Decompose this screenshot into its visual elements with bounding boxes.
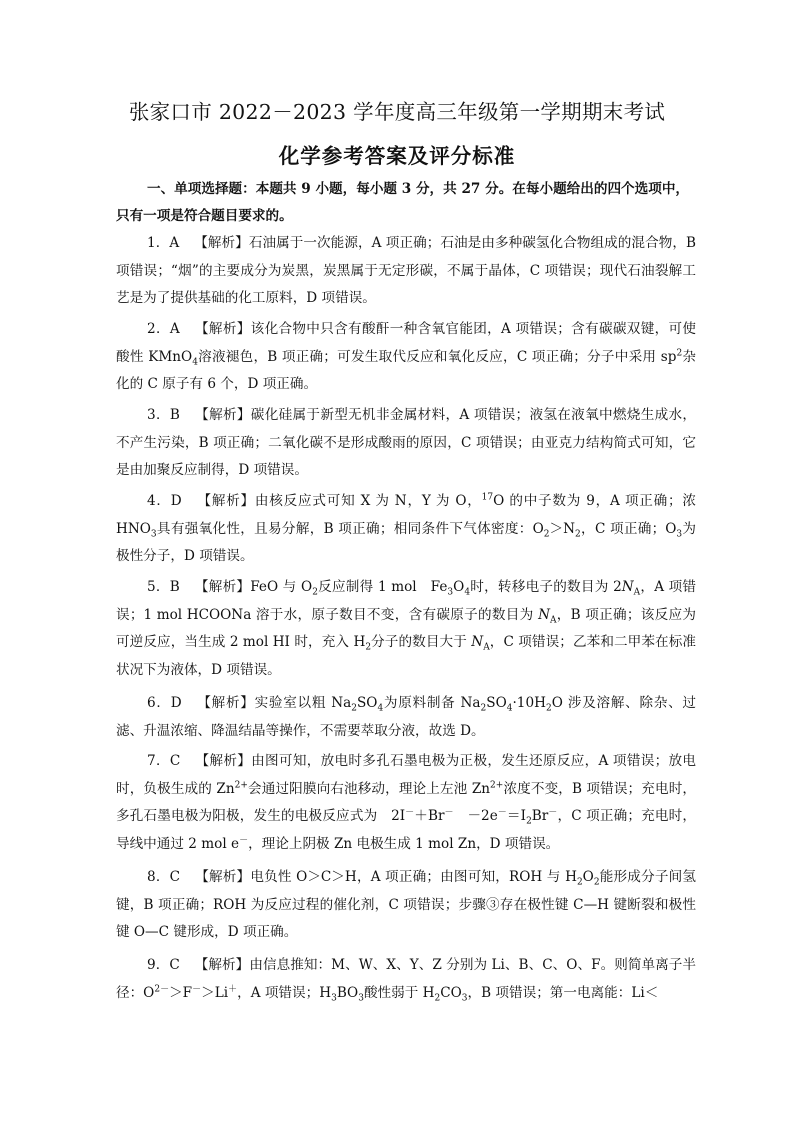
subscript: 3 bbox=[461, 993, 468, 1004]
answer-text: 浓度不变，B 项错误；充电时，多孔石墨电极为阳极，发生的电极反应式为 2I bbox=[116, 780, 696, 825]
answer-text: 溶液褪色，B 项正确；可发生取代反应和氧化反应，C 项正确；分子中采用 sp bbox=[197, 348, 677, 365]
answer-item bbox=[116, 316, 696, 399]
answer-text: 电负性 O＞C＞H，A 项正确；由图可知，ROH 与 H bbox=[250, 869, 577, 885]
answer-text: ，A 项错误；1 mol HCOONa 溶于水，原子数目不变，含有碳原子的数目为 bbox=[116, 579, 696, 623]
analysis-tag: 【解析】 bbox=[196, 493, 255, 509]
answer-text: 由核反应式可知 X 为 N，Y 为 O， bbox=[254, 493, 482, 509]
answer-item bbox=[116, 230, 696, 313]
answer-text: ＞N bbox=[549, 520, 576, 537]
subscript: A bbox=[633, 587, 641, 598]
superscript: － bbox=[239, 835, 249, 846]
answer-text: SO bbox=[356, 695, 378, 711]
subscript: 4 bbox=[506, 703, 513, 714]
answer-item bbox=[116, 574, 696, 684]
subscript: 2 bbox=[351, 703, 357, 714]
subscript: 3 bbox=[676, 529, 683, 540]
answer-number: 7．C bbox=[147, 753, 181, 769]
answer-item bbox=[116, 690, 696, 745]
answer-text: ＝I bbox=[506, 808, 527, 825]
subscript: 2 bbox=[545, 703, 552, 714]
answer-text: ·10H bbox=[512, 695, 546, 711]
superscript: 2－ bbox=[154, 984, 170, 995]
answer-text: ，C 项正确；充电时，导线中通过 2 mol e bbox=[116, 808, 696, 852]
answer-item bbox=[116, 488, 696, 571]
avogadro-symbol: N bbox=[471, 634, 484, 651]
answer-text: O bbox=[453, 579, 465, 595]
superscript: － bbox=[405, 807, 415, 818]
answer-item bbox=[116, 864, 696, 947]
answer-text: O 涉及溶解、除杂、过滤、升温浓缩、降温结晶等操作，不需要萃取分液，故选 D。 bbox=[116, 695, 697, 739]
subscript: 2 bbox=[576, 877, 583, 888]
answer-number: 9．C bbox=[147, 957, 180, 973]
superscript: － bbox=[444, 807, 454, 818]
answer-text: 分子的数目大于 bbox=[371, 634, 472, 651]
answer-text: 酸性弱于 H bbox=[363, 984, 435, 1001]
subscript: 3 bbox=[447, 587, 454, 598]
analysis-tag: 【解析】 bbox=[194, 957, 250, 973]
section-heading: 一、单项选择题：本题共 9 小题，每小题 3 分，共 27 分。在每小题给出的四个选项中，只有一项是符合题目要求的。 bbox=[116, 181, 690, 225]
answer-text: ＞Li bbox=[201, 984, 229, 1001]
analysis-tag: 【解析】 bbox=[195, 869, 251, 885]
analysis-tag: 【解析】 bbox=[194, 407, 251, 423]
answer-text: 石油属于一次能源，A 项正确；石油是由多种碳氢化合物组成的混合物，B 项错误；“烟”的主要成分为炭黑，炭黑属于无定形碳，不属于晶体，C 项错误；现代石油裂解工艺是为了提供基础的化工原料，D 项错误。 bbox=[116, 235, 696, 307]
subscript: 3 bbox=[358, 993, 364, 1004]
subscript: 2 bbox=[593, 877, 600, 888]
subscript: 4 bbox=[464, 587, 471, 598]
superscript: 2+ bbox=[234, 780, 248, 791]
answer-text: 时，转移电子的数目为 2 bbox=[470, 579, 622, 595]
answer-item bbox=[116, 402, 696, 485]
subscript: 2 bbox=[543, 529, 550, 540]
answer-text: 实验室以粗 Na bbox=[254, 695, 352, 711]
avogadro-symbol: N bbox=[538, 606, 550, 623]
answer-text: 会通过阳膜向右池移动，理论上左池 Zn bbox=[247, 780, 491, 797]
superscript: 2 bbox=[676, 348, 683, 359]
answer-text: Br bbox=[531, 808, 549, 825]
subscript: A bbox=[483, 642, 490, 653]
subscript: 4 bbox=[192, 357, 198, 368]
answer-text: 为极性分子，D 项错误。 bbox=[116, 520, 696, 565]
answer-text: 能形成分子间氢键，B 项正确；ROH 为反应过程的催化剂，C 项错误；步骤③存在极性键 C—H 键断裂和极性键 O—C 键形成，D 项正确。 bbox=[116, 869, 697, 941]
superscript: － bbox=[192, 984, 202, 995]
answer-text: ＞F bbox=[169, 984, 193, 1001]
analysis-tag: 【解析】 bbox=[194, 235, 249, 251]
answer-text: 杂化的 C 原子有 6 个，D 项正确。 bbox=[116, 348, 697, 393]
answer-text: ，B 项错误；第一电离能：Li＜ bbox=[467, 984, 659, 1001]
superscript: 17 bbox=[481, 492, 494, 503]
answer-text: O 的中子数为 9，A 项正确；浓 HNO bbox=[116, 493, 696, 537]
superscript: 2+ bbox=[490, 780, 504, 791]
answer-number: 5．B bbox=[147, 579, 180, 595]
answer-text: ，C 项错误；乙苯和二甲苯在标准状况下为液体，D 项错误。 bbox=[116, 634, 696, 678]
analysis-tag: 【解析】 bbox=[194, 321, 251, 337]
answer-text: ，A 项错误；H bbox=[237, 984, 332, 1001]
exam-title: 张家口市 2022－2023 学年度高三年级第一学期期末考试 bbox=[128, 100, 666, 124]
superscript: － bbox=[497, 807, 507, 818]
analysis-tag: 【解析】 bbox=[196, 695, 255, 711]
superscript: － bbox=[548, 807, 558, 818]
subscript: 4 bbox=[377, 703, 384, 714]
answer-item bbox=[116, 748, 696, 858]
answer-number: 1．A bbox=[147, 235, 180, 251]
analysis-tag: 【解析】 bbox=[194, 579, 251, 595]
subscript: 2 bbox=[312, 587, 318, 598]
analysis-tag: 【解析】 bbox=[195, 753, 252, 769]
answer-number: 8．C bbox=[147, 869, 181, 885]
subscript: 2 bbox=[575, 529, 581, 540]
answer-text: 由图可知，放电时多孔石墨电极为正极，发生还原反应，A 项错误；放电时，负极生成的 Zn bbox=[116, 753, 697, 797]
answer-text: 由信息推知：M、W、X、Y、Z 分别为 Li、B、C、O、F。则简单离子半径：O bbox=[116, 957, 696, 1001]
superscript: ＋ bbox=[228, 984, 238, 995]
avogadro-symbol: N bbox=[621, 579, 634, 595]
subscript: 2 bbox=[434, 993, 441, 1004]
answer-text: －2e bbox=[453, 808, 498, 825]
answer-text: 碳化硅属于新型无机非金属材料，A 项错误；液氢在液氧中燃烧生成水，不产生污染，B 项正确；二氧化碳不是形成酸雨的原因，C 项错误；由亚克力结构简式可知，它是由加聚反应制得，D 项错误。 bbox=[116, 407, 697, 479]
answer-text: 具有强氧化性，且易分解，B 项正确；相同条件下气体密度：O bbox=[156, 520, 544, 537]
subscript: 3 bbox=[331, 993, 337, 1004]
answer-text: ＋Br bbox=[414, 808, 445, 825]
answer-text: CO bbox=[440, 984, 462, 1001]
answer-text: BO bbox=[336, 984, 359, 1001]
subscript: 3 bbox=[150, 529, 157, 540]
answer-item bbox=[116, 952, 696, 1007]
answer-text: ，C 项正确；O bbox=[580, 520, 677, 537]
answer-text: 为原料制备 Na bbox=[383, 695, 481, 711]
answer-text: FeO 与 O bbox=[250, 579, 313, 595]
answer-number: 4．D bbox=[147, 493, 182, 509]
answer-text: SO bbox=[486, 695, 507, 711]
subscript: 2 bbox=[480, 703, 487, 714]
answer-number: 2．A bbox=[147, 321, 180, 337]
document-subtitle: 化学参考答案及评分标准 bbox=[278, 144, 516, 168]
subscript: 2 bbox=[526, 816, 532, 827]
answer-text: ，B 项正确；该反应为可逆反应，当生成 2 mol HI 时，充入 H bbox=[116, 606, 697, 651]
answer-text: 反应制得 1 mol Fe bbox=[317, 579, 448, 595]
answer-text: ，理论上阴极 Zn 电极生成 1 mol Zn，D 项错误。 bbox=[248, 835, 560, 852]
answer-text: O bbox=[582, 869, 594, 885]
subscript: A bbox=[550, 615, 557, 626]
answer-text: 该化合物中只含有酸酐一种含氧官能团，A 项错误；含有碳碳双键，可使酸性 KMnO bbox=[116, 321, 697, 365]
subscript: 2 bbox=[365, 642, 372, 653]
answer-number: 3．B bbox=[147, 407, 180, 423]
answer-number: 6．D bbox=[147, 695, 182, 711]
